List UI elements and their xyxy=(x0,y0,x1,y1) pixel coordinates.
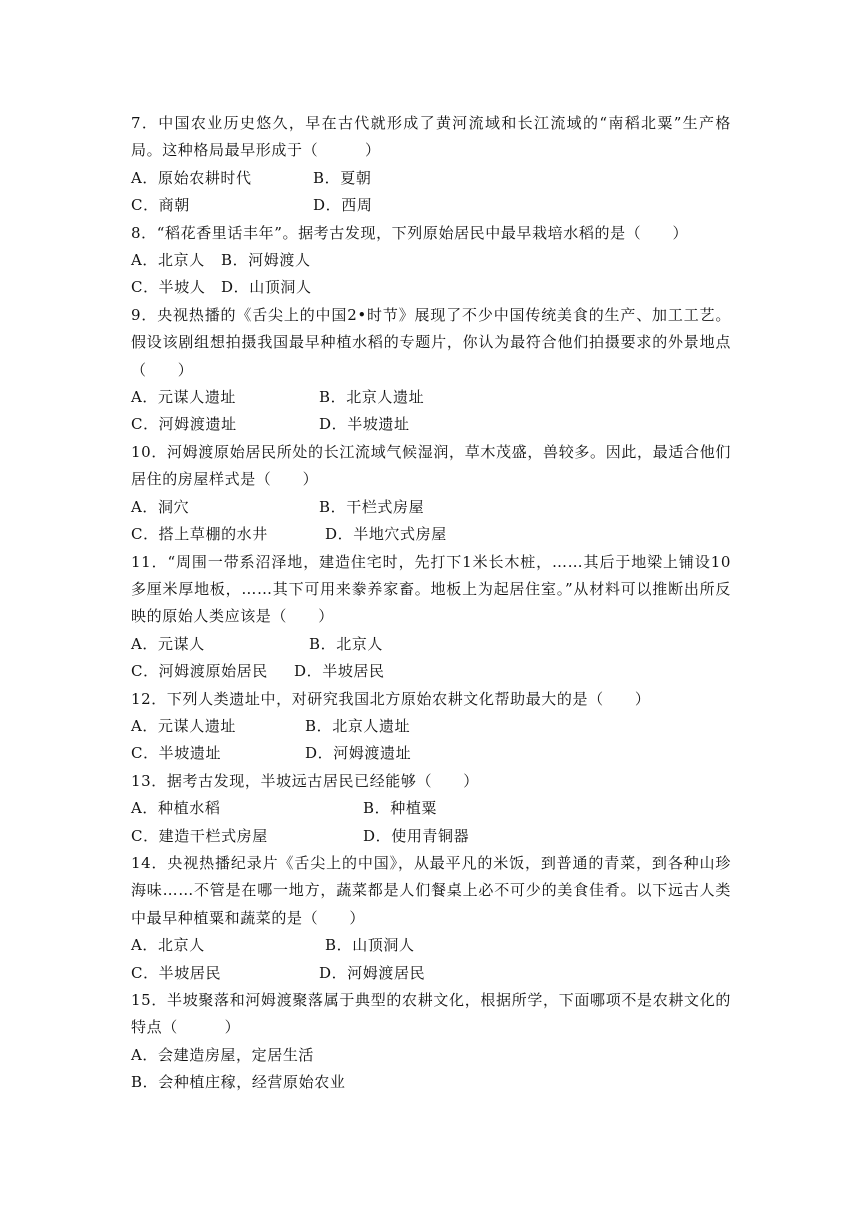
option-b[interactable]: B．北京人遗址 xyxy=(305,716,411,735)
option-b[interactable]: B．河姆渡人 xyxy=(221,251,311,270)
option-a[interactable]: A．洞穴 xyxy=(131,497,190,516)
question-11-options-row-2 xyxy=(131,658,731,685)
question-10-options-row-1 xyxy=(131,494,731,521)
question-11-options-row-1 xyxy=(131,631,731,658)
option-d[interactable]: D．半坡遗址 xyxy=(319,415,410,434)
question-12-stem: 12．下列人类遗址中，对研究我国北方原始农耕文化帮助最大的是（ ） xyxy=(131,689,651,708)
option-a[interactable]: A．元谋人遗址 xyxy=(131,716,237,735)
option-b[interactable]: B．山顶洞人 xyxy=(325,936,415,955)
question-10-stem: 10．河姆渡原始居民所处的长江流域气候湿润，草木茂盛，兽较多。因此，最适合他们居住的房屋样式是（ ） xyxy=(131,442,731,489)
question-7-options-row-1 xyxy=(131,165,731,192)
question-8-options-row-1 xyxy=(131,247,731,274)
question-8-options-row-2 xyxy=(131,274,731,301)
option-a[interactable]: A．原始农耕时代 xyxy=(131,168,252,187)
option-a[interactable]: A．种植水稻 xyxy=(131,799,221,818)
option-c[interactable]: C．河姆渡遗址 xyxy=(131,415,237,434)
option-d[interactable]: D．山顶洞人 xyxy=(221,278,312,297)
question-12-options-row-1 xyxy=(131,713,731,740)
option-b[interactable]: B．会种植庄稼，经营原始农业 xyxy=(131,1073,346,1092)
option-d[interactable]: D．河姆渡遗址 xyxy=(305,744,412,763)
option-b[interactable]: B．种植粟 xyxy=(363,799,438,818)
option-b[interactable]: B．干栏式房屋 xyxy=(319,497,425,516)
question-13-options-row-2 xyxy=(131,823,731,850)
question-9-options-row-2 xyxy=(131,411,731,438)
option-a[interactable]: A．元谋人 xyxy=(131,634,205,653)
option-c[interactable]: C．半坡遗址 xyxy=(131,744,222,763)
option-d[interactable]: D．河姆渡居民 xyxy=(319,963,426,982)
question-11-stem: 11．“周围一带系沼泽地，建造住宅时，先打下1米长木桩，……其后于地梁上铺设10多厘米厚地板，……其下可用来豢养家畜。地板上为起居住室。”从材料可以推断出所反映的原始人类应该是（ ） xyxy=(131,552,731,626)
option-c[interactable]: C．河姆渡原始居民 xyxy=(131,662,268,681)
option-b[interactable]: B．北京人遗址 xyxy=(319,388,425,407)
question-14-stem: 14．央视热播纪录片《舌尖上的中国》，从最平凡的米饭，到普通的青菜，到各种山珍海味……不管是在哪一地方，蔬菜都是人们餐桌上必不可少的美食佳肴。以下远古人类中最早种植粟和蔬菜的是（ ） xyxy=(131,853,731,927)
question-7-options-row-2 xyxy=(131,192,731,219)
option-c[interactable]: C．商朝 xyxy=(131,196,190,215)
option-d[interactable]: D．西周 xyxy=(313,196,373,215)
question-7-stem: 7．中国农业历史悠久，早在古代就形成了黄河流域和长江流域的“南稻北粟”生产格局。这种格局最早形成于（ ） xyxy=(131,114,731,160)
option-b[interactable]: B．夏朝 xyxy=(313,168,372,187)
option-a[interactable]: A．北京人 xyxy=(131,251,205,270)
question-10-options-row-2 xyxy=(131,521,731,548)
question-9-stem: 9．央视热播的《舌尖上的中国2•时节》展现了不少中国传统美食的生产、加工工艺。假设该剧组想拍摄我国最早种植水稻的专题片，你认为最符合他们拍摄要求的外景地点（ ） xyxy=(131,305,731,379)
option-d[interactable]: D．使用青铜器 xyxy=(363,826,470,845)
option-c[interactable]: C．搭上草棚的水井 xyxy=(131,525,268,544)
question-14-options-row-2 xyxy=(131,960,731,987)
question-15-option-a-row xyxy=(131,1042,731,1069)
option-c[interactable]: C．半坡人 xyxy=(131,278,206,297)
question-9-options-row-1 xyxy=(131,384,731,411)
option-a[interactable]: A．会建造房屋，定居生活 xyxy=(131,1045,315,1064)
question-13-options-row-1 xyxy=(131,795,731,822)
option-b[interactable]: B．北京人 xyxy=(309,634,384,653)
option-a[interactable]: A．北京人 xyxy=(131,936,205,955)
question-13-stem: 13．据考古发现，半坡远古居民已经能够（ ） xyxy=(131,771,479,790)
option-d[interactable]: D．半坡居民 xyxy=(294,662,385,681)
option-c[interactable]: C．半坡居民 xyxy=(131,963,222,982)
question-8-stem: 8．“稻花香里话丰年”。据考古发现，下列原始居民中最早栽培水稻的是（ ） xyxy=(131,223,689,242)
option-d[interactable]: D．半地穴式房屋 xyxy=(325,525,447,544)
question-15-option-b-row xyxy=(131,1069,731,1096)
option-c[interactable]: C．建造干栏式房屋 xyxy=(131,826,268,845)
question-14-options-row-1 xyxy=(131,932,731,959)
question-12-options-row-2 xyxy=(131,740,731,767)
question-list xyxy=(131,110,731,1097)
option-a[interactable]: A．元谋人遗址 xyxy=(131,388,237,407)
question-15-stem: 15．半坡聚落和河姆渡聚落属于典型的农耕文化，根据所学，下面哪项不是农耕文化的特点（ ） xyxy=(131,991,731,1037)
